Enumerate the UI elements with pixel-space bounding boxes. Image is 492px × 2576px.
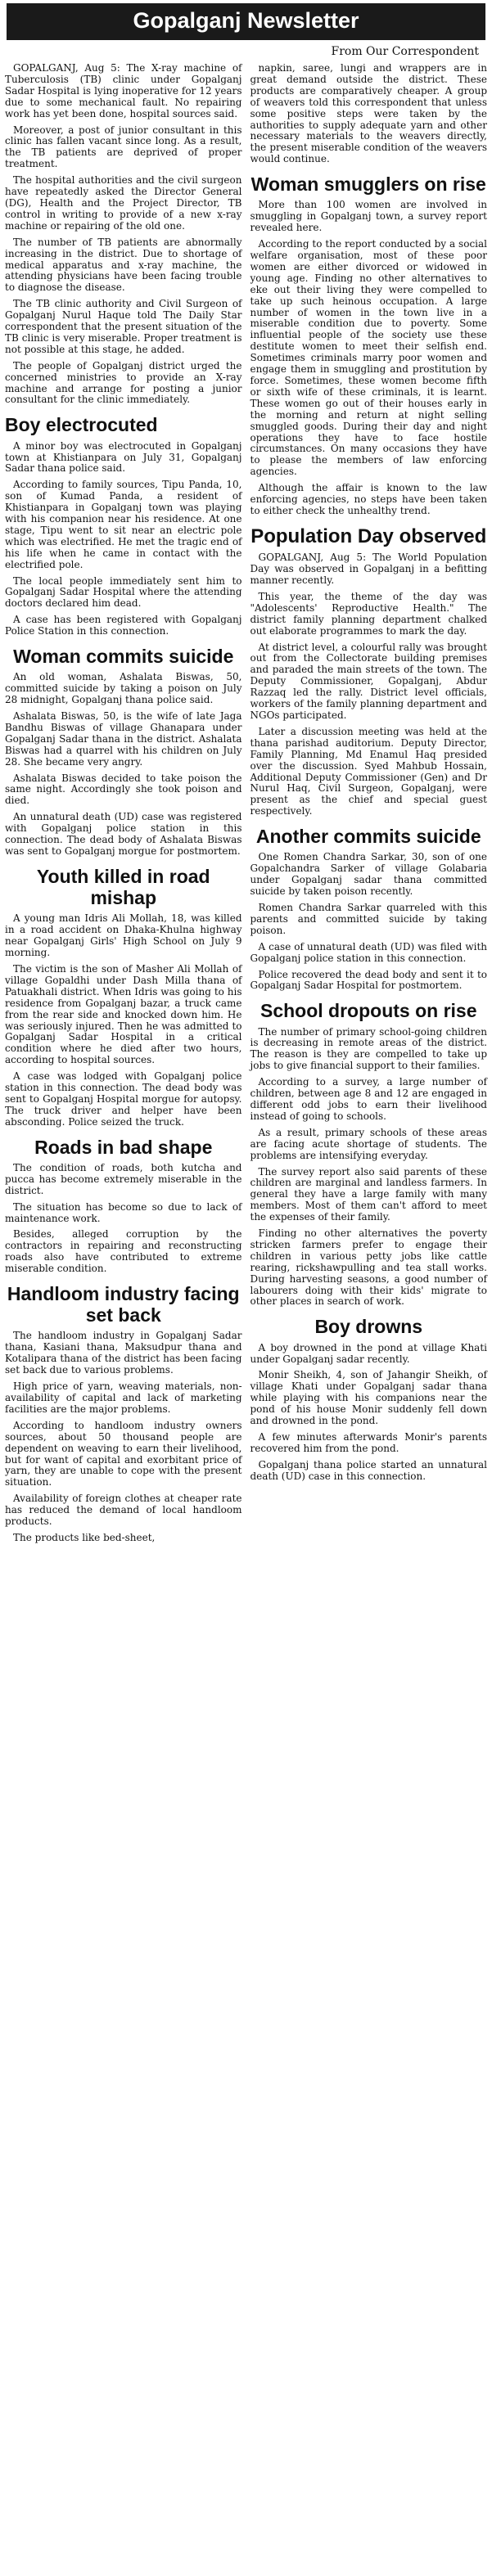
right-column-paragraph: One Romen Chandra Sarkar, 30, son of one Gopalchandra Sarker of village Golabaria under Gopalganj sadar thana committed suicide by taken poison recently. xyxy=(250,851,487,898)
left-column-paragraph: Moreover, a post of junior consultant in this clinic has fallen vacant since long. As a result, the TB patients are deprived of proper treatment. xyxy=(5,124,242,170)
right-column-paragraph: A few minutes afterwards Monir's parents recovered him from the pond. xyxy=(250,1430,487,1454)
left-column-paragraph: GOPALGANJ, Aug 5: The X-ray machine of Tuberculosis (TB) clinic under Gopalganj Sadar Hospital is lying inoperative for 12 years due to some mechanical fault. No repairing work has yet been done, hospital sources said. xyxy=(5,62,242,119)
right-column-paragraph: napkin, saree, lungi and wrappers are in great demand outside the district. These products are comparatively cheaper. A group of weavers told this correspondent that unless some positive steps were taken by the authorities to supply adequate yarn and other necessary materials to the weavers directly, the present miserable condition of the weavers would continue. xyxy=(250,62,487,165)
left-column-paragraph: A young man Idris Ali Mollah, 18, was killed in a road accident on Dhaka-Khulna highway near Gopalganj Girls' High School on July 9 morning. xyxy=(5,912,242,959)
left-column-paragraph: Availability of foreign clothes at cheaper rate has reduced the demand of local handloom products. xyxy=(5,1493,242,1528)
left-column-paragraph: The situation has become so due to lack of maintenance work. xyxy=(5,1200,242,1224)
right-column-paragraph: GOPALGANJ, Aug 5: The World Population Day was observed in Gopalganj in a befitting manner recently. xyxy=(250,552,487,587)
left-column xyxy=(5,63,242,1549)
left-column-paragraph: According to family sources, Tipu Panda, 10, son of Kumad Panda, a resident of Khistianpara in Gopalganj town was playing with his companion near his residence. At one stage, Tipu went to sit near an electric pole which was electrified. He met the tragic end of his life when he came in contact with the electrified pole. xyxy=(5,479,242,570)
left-column-paragraph: The products like bed-sheet, xyxy=(13,1531,156,1543)
left-column-headline-5: Handloom industry facing set back xyxy=(7,1283,240,1326)
right-column-paragraph: Later a discussion meeting was held at the thana parishad auditorium. Deputy Director, Family Planning, Md Enamul Haq presided over the discussion. Syed Mahbub Hossain, Additional Deputy Commissioner (Gen) and Dr Nurul Haq, Civil Surgeon, Gopalganj, were present as the chief and special guest respectively. xyxy=(250,725,487,817)
right-column-paragraph: A boy drowned in the pond at village Khati under Gopalganj sadar recently. xyxy=(250,1341,487,1365)
left-column-paragraph: Ashalata Biswas decided to take poison the same night. Accordingly she took poison and died. xyxy=(5,772,242,807)
right-column-paragraph: Gopalganj thana police started an unnatural death (UD) case in this connection. xyxy=(250,1458,487,1482)
right-column-paragraph: Although the affair is known to the law enforcing agencies, no steps have been taken to either check the unhealthy trend. xyxy=(250,482,487,516)
right-column-paragraph: Police recovered the dead body and sent it to Gopalganj Sadar Hospital for postmortem. xyxy=(250,968,487,992)
left-column-paragraph: The local people immediately sent him to Gopalganj Sadar Hospital where the attending doctors declared him dead. xyxy=(5,574,242,610)
left-column-paragraph: According to handloom industry owners sources, about 50 thousand people are dependent on weaving to earn their livelihood, but for want of capital and exorbitant price of yarn, they are unable to cope with the present situation. xyxy=(5,1419,242,1488)
right-column-headline-1: Woman smugglers on rise xyxy=(251,173,486,196)
left-column-paragraph: The number of TB patients are abnormally increasing in the district. Due to shortage of medical apparatus and x-ray machine, the attending physicians have been facing trouble to diagnose the disease. xyxy=(5,236,242,294)
left-column-paragraph: The hospital authorities and the civil surgeon have repeatedly asked the Director General (DG), Health and the Project Director, TB control in writing to provide of a new x-ray machine or repairing of the old one. xyxy=(5,174,242,232)
right-column-paragraph: Monir Sheikh, 4, son of Jahangir Sheikh, of village Khati under Gopalganj sadar thana while playing with his companions near the pond of his house Monir suddenly fell down and drowned in the pond. xyxy=(250,1369,487,1427)
right-column-headline-4: School dropouts on rise xyxy=(260,1000,477,1022)
left-column-paragraph: An unnatural death (UD) case was registered with Gopalganj police station in this connection. The dead body of Ashalata Biswas was sent to Gopalganj morgue for postmortem. xyxy=(5,811,242,857)
left-column-headline-4: Roads in bad shape xyxy=(34,1136,213,1158)
right-column-paragraph: According to a survey, a large number of children, between age 8 and 12 are engaged in different odd jobs to earn their livelihood instead of going to schools. xyxy=(250,1076,487,1122)
right-column-paragraph: Finding no other alternatives the poverty stricken farmers prefer to engage their children in various petty jobs like cattle rearing, rickshawpulling and tea stall works. During harvesting seasons, a good number of labourers doing with their kids' migrate to other places in search of work. xyxy=(250,1227,487,1308)
left-column-paragraph: A case has been registered with Gopalganj Police Station in this connection. xyxy=(5,614,242,637)
right-column-headline-3: Another commits suicide xyxy=(255,826,481,848)
right-column xyxy=(251,63,488,1549)
left-column-paragraph: Besides, alleged corruption by the contractors in repairing and reconstructing roads also have contributed to extreme miserable condition. xyxy=(5,1228,242,1275)
right-column-paragraph: At district level, a colourful rally was brought out from the Collectorate building premises and paraded the main streets of the town. The Deputy Commissioner, Gopalganj, Abdur Razzaq led the rally. District level officials, workers of the family planning department and NGOs participated. xyxy=(250,641,487,721)
left-column-paragraph: The victim is the son of Masher Ali Mollah of village Gopaldhi under Dash Milla thana of Patuakhali district. When Idris was going to his residence from Gopalganj bazar, a truck came from the rear side and knocked down him. He was seriously injured. Then he was admitted to Gopalganj Sadar Hospital in a critical condition where he died after two hours, according to hospital sources. xyxy=(5,962,242,1066)
right-column-paragraph: The number of primary school-going children is decreasing in remote areas of the district. The reason is they are compelled to take up jobs to give financial support to their families. xyxy=(250,1025,487,1072)
right-column-paragraph: This year, the theme of the day was "Adolescents' Reproductive Health." The district family planning department chalked out elaborate programmes to mark the day. xyxy=(250,590,487,637)
left-column-paragraph: A case was lodged with Gopalganj police station in this connection. The dead body was sent to Gopalganj Hospital morgue for autopsy. The truck driver and helper have been absconding. Police seized the truck. xyxy=(5,1070,242,1128)
right-column-paragraph: As a result, primary schools of these areas are facing acute shortage of students. The problems are intensifying everyday. xyxy=(250,1126,487,1161)
right-column-paragraph: Romen Chandra Sarkar quarreled with this parents and committed suicide by taking poison. xyxy=(250,901,487,936)
left-column-paragraph: The handloom industry in Gopalganj Sadar thana, Kasiani thana, Maksudpur thana and Kotalipara thana of the district has been facing set back due to various problems. xyxy=(5,1330,242,1376)
article-columns xyxy=(5,63,487,1549)
right-column-headline-5: Boy drowns xyxy=(314,1316,423,1338)
masthead: Gopalganj Newsletter xyxy=(7,3,485,40)
right-column-paragraph: More than 100 women are involved in smuggling in Gopalganj town, a survey report revealed here. xyxy=(250,199,487,234)
left-column-paragraph: The TB clinic authority and Civil Surgeon of Gopalganj Nurul Haque told The Daily Star correspondent that the present situation of the TB clinic is very miserable. Proper treatment is not possible at this stage, he added. xyxy=(5,298,242,355)
left-column-paragraph: The people of Gopalganj district urged the concerned ministries to provide an X-ray machine and arrange for posting a junior consultant for the clinic immediately. xyxy=(5,359,242,406)
right-column-paragraph: According to the report conducted by a social welfare organisation, most of these poor women are either divorced or widowed in young age. Finding no other alternatives to eke out their living they were compelled to take up such heinous occupation. A large number of women in the town live in a miserable condition due to poverty. Some influential people of the society use these destitute women to meet their selfish end. Sometimes criminals marry poor women and engage them in smuggling and prostitution by force. Sometimes, these women become fifth or sixth wife of these criminals, it is learnt. These women go out of their houses early in the morning and return at night selling smuggled goods. During their day and night operations they have to face hostile circumstances. On many occasions they have to please the members of law enforcing agencies. xyxy=(250,238,487,478)
right-column-paragraph: A case of unnatural death (UD) was filed with Gopalganj police station in this connection. xyxy=(250,940,487,964)
left-column-headline-2: Woman commits suicide xyxy=(13,646,234,668)
right-column-headline-2: Population Day observed xyxy=(251,525,487,547)
left-column-paragraph: High price of yarn, weaving materials, non-availability of capital and lack of marketing facilities are the major problems. xyxy=(5,1380,242,1415)
left-column-paragraph: The condition of roads, both kutcha and pucca has become extremely miserable in the district. xyxy=(5,1161,242,1196)
byline: From Our Correspondent xyxy=(331,45,479,58)
right-column-paragraph: The survey report also said parents of these children are marginal and landless farmers. In general they have a large family with many members. Most of them can't afford to meet the expenses of their family. xyxy=(250,1165,487,1223)
left-column-headline-1: Boy electrocuted xyxy=(5,414,158,436)
left-column-paragraph: A minor boy was electrocuted in Gopalganj town at Khistianpara on July 31, Gopalganj Sadar thana police said. xyxy=(5,439,242,475)
left-column-paragraph: Ashalata Biswas, 50, is the wife of late Jaga Bandhu Biswas of village Ghanapara under Gopalganj Sadar thana in the district. Ashalata Biswas had a quarrel with his children on July 28. She became very angry. xyxy=(5,710,242,768)
left-column-headline-3: Youth killed in road mishap xyxy=(36,865,210,909)
left-column-paragraph: An old woman, Ashalata Biswas, 50, committed suicide by taking a poison on July 28 midnight, Gopalganj thana police said. xyxy=(5,671,242,706)
